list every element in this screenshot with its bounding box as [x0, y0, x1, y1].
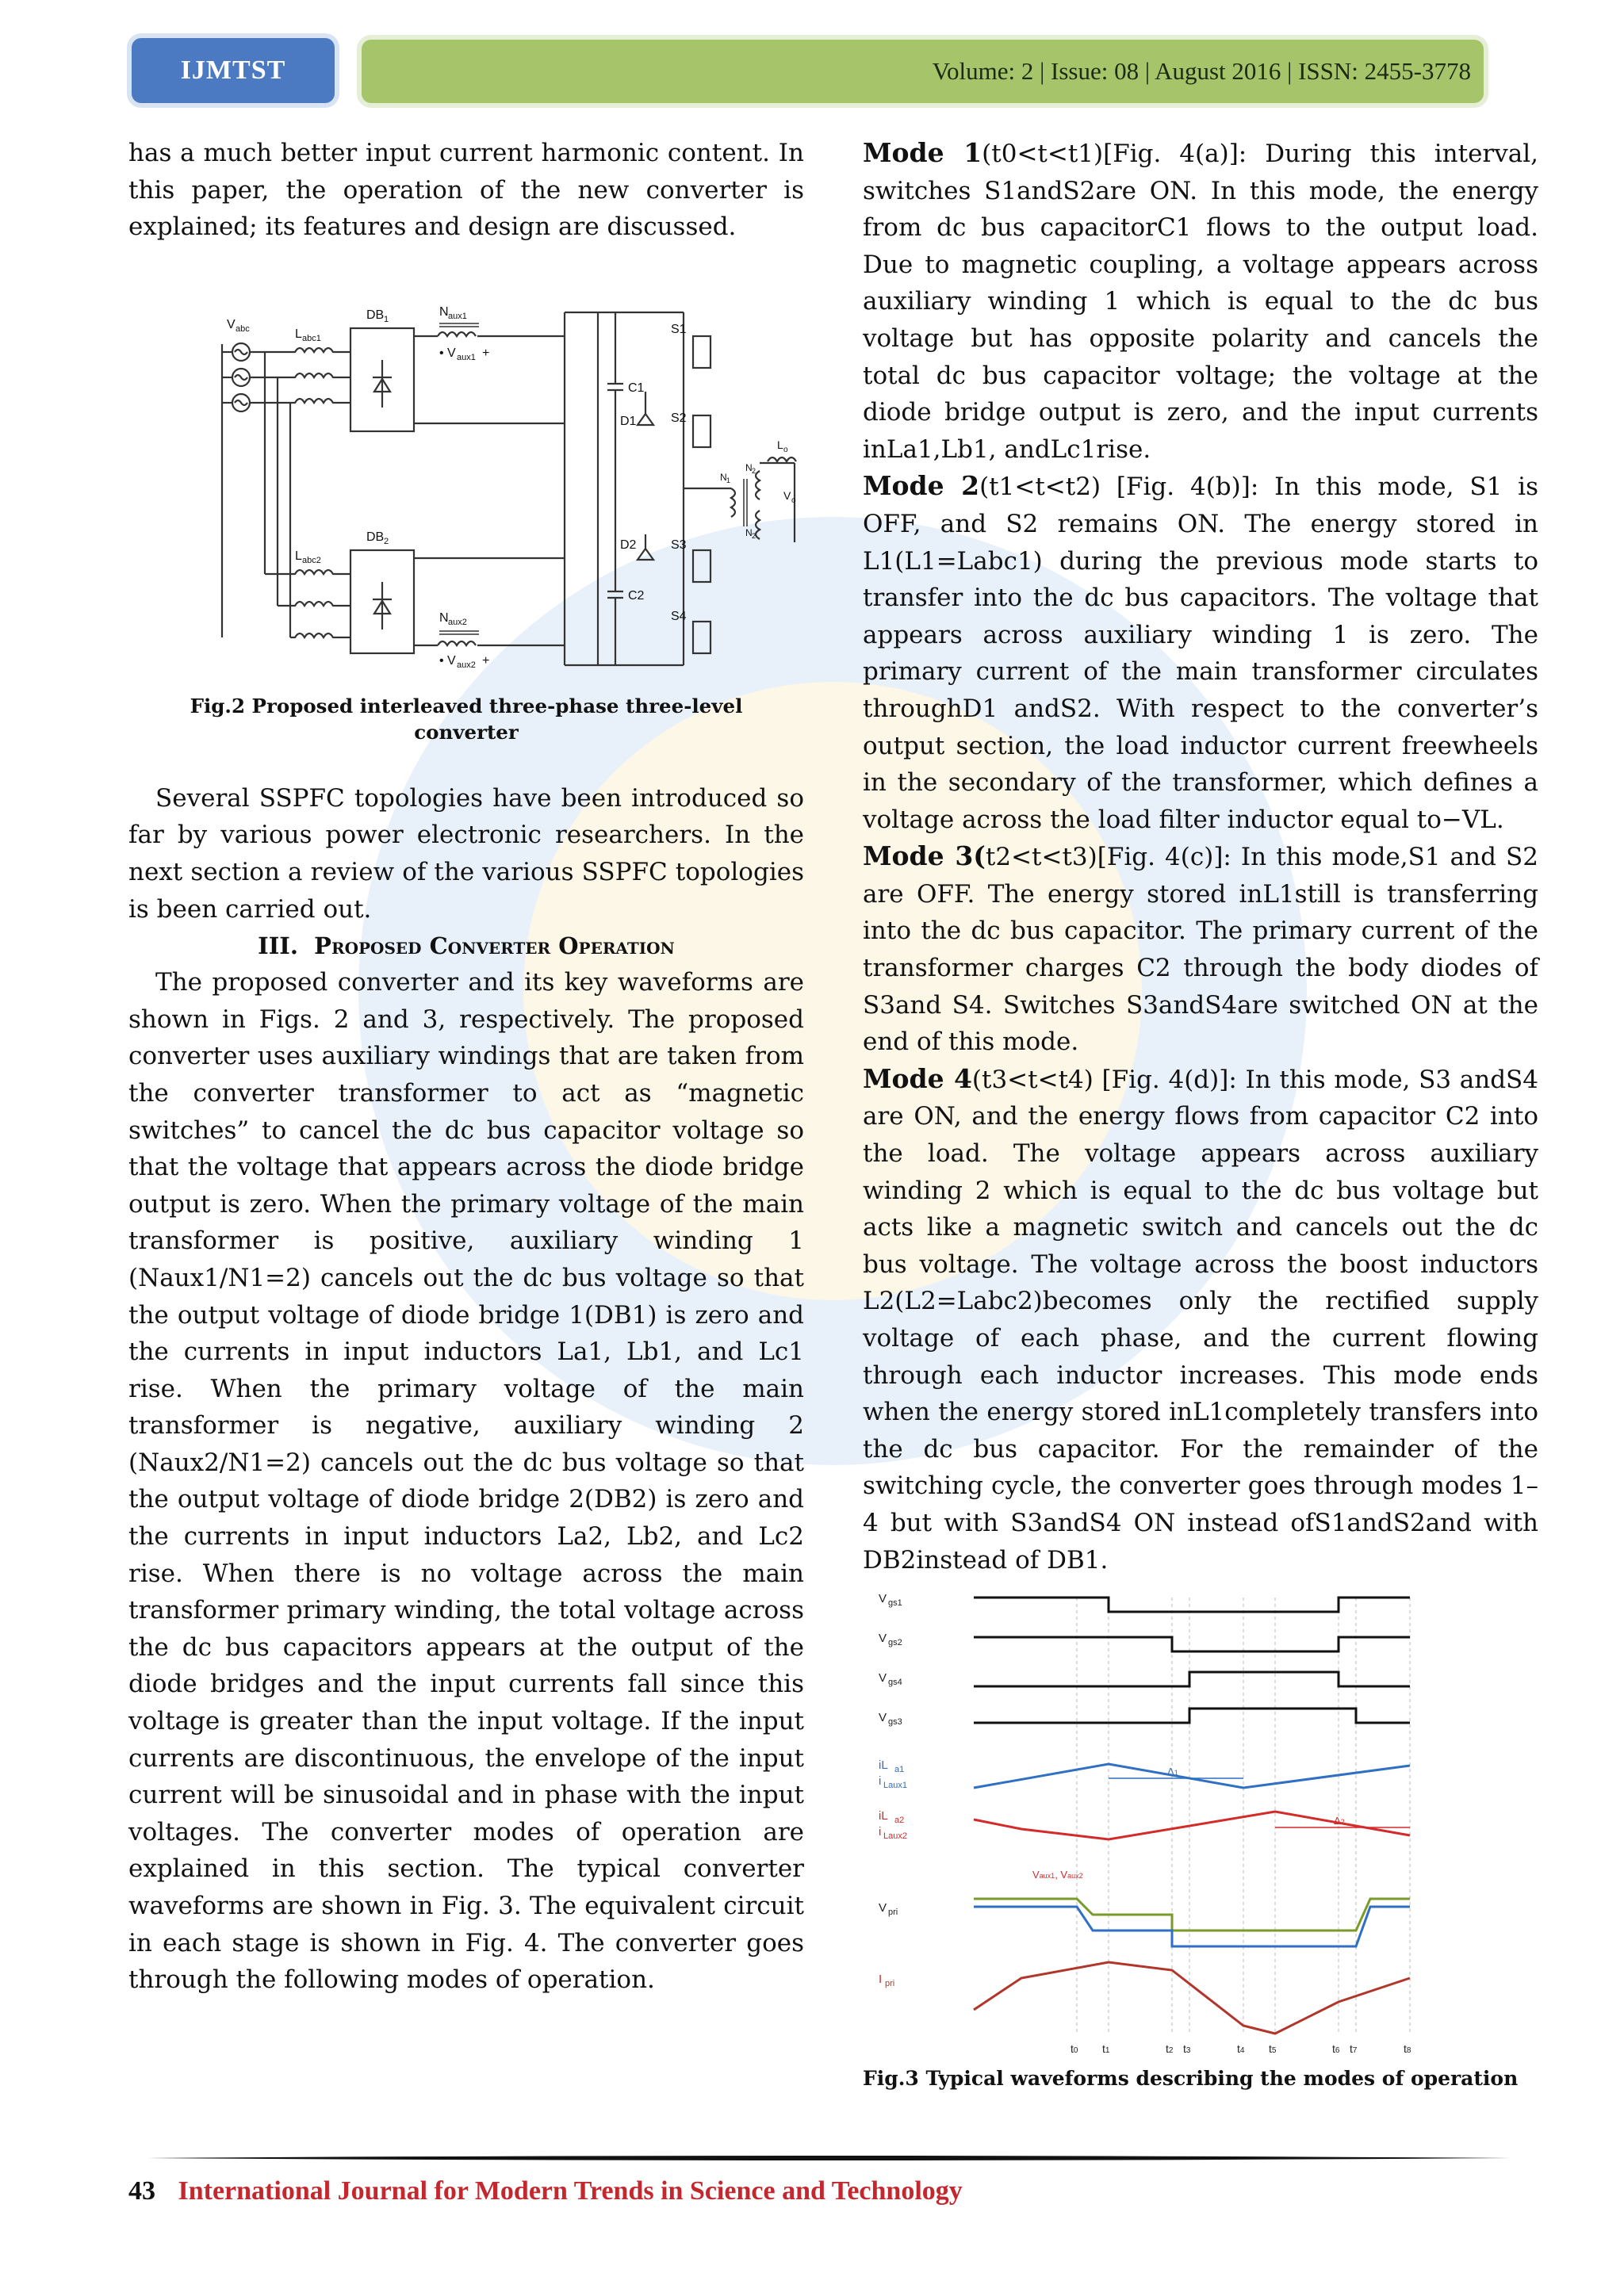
svg-text:S2: S2: [671, 411, 687, 425]
main-paragraph: The proposed converter and its key waveforms are shown in Figs. 2 and 3, respectively. The proposed converter uses auxiliary windings that are taken from the converter transformer to act as “magnetic switches” to cancel the dc bus capacitor voltage so that the voltage that appears across the diode bridge output is zero. When the primary voltage of the main transformer is positive, auxiliary winding 1 (Naux1/N1=2) cancels out the dc bus voltage so that the output voltage of diode bridge 1(DB1) is zero and the currents in input inductors La1, Lb1, and Lc1 rise. When the primary voltage of the main transformer is negative, auxiliary winding 2 (Naux2/N1=2) cancels out the dc bus voltage so that the output voltage of diode bridge 2(DB2) is zero and the currents in input inductors La2, Lb2, and Lc2 rise. When there is no voltage across the main transformer primary winding, the total voltage across the dc bus capacitors appears at the output of the diode bridges and the input currents fall since this voltage is greater than the input voltage. If the input currents are discontinuous, the envelope of the input current will be sinusoidal and in phase with the input voltages. The converter modes of operation are explained in this section. The typical converter waveforms are shown in Fig. 3. The equivalent circuit in each stage is shown in Fig. 4. The converter goes through the following modes of operation.: [128, 968, 804, 1995]
journal-name: International Journal for Modern Trends in Science and Technology: [178, 2176, 963, 2206]
svg-text:L: L: [295, 549, 302, 563]
svg-text:t6: t6: [1332, 2042, 1340, 2056]
svg-text:abc2: abc2: [302, 555, 321, 565]
mode-1-paragraph: Mode 1(t0<t<t1)[Fig. 4(a)]: During this interval, switches S1andS2are ON. In this mode, the energy from dc bus capacitorC1 flows to the output load. Due to magnetic coupling, a voltage appears across auxiliary winding 1 which is equal to the dc bus voltage but has opposite polarity and cancels the total dc bus capacitor voltage; the voltage at the diode bridge output is zero, and the input currents inLa1,Lb1, andLc1rise.: [863, 137, 1538, 464]
svg-text:+: +: [482, 653, 490, 668]
svg-text:N: N: [720, 471, 727, 483]
figure-2: [128, 281, 804, 745]
svg-text:aux1: aux1: [457, 352, 476, 362]
svg-text:Laux2: Laux2: [883, 1831, 907, 1842]
svg-text:t3: t3: [1183, 2042, 1191, 2056]
svg-text:V: V: [879, 1711, 887, 1725]
svg-text:t5: t5: [1269, 2042, 1277, 2056]
svg-text:abc: abc: [236, 323, 250, 334]
svg-text:a1: a1: [894, 1765, 905, 1775]
svg-text:abc1: abc1: [302, 333, 321, 343]
svg-text:C2: C2: [628, 588, 645, 603]
gate-signals: [974, 1598, 1410, 1723]
intro-paragraph: has a much better input current harmonic content. In this paper, the operation of the new converter is explained; its features and design are discussed.: [128, 139, 804, 242]
figure-3: [863, 1582, 1538, 2091]
svg-text:V: V: [879, 1632, 887, 1646]
svg-text:gs1: gs1: [888, 1598, 902, 1609]
svg-text:I: I: [879, 1973, 883, 1987]
svg-text:t1: t1: [1102, 2042, 1110, 2056]
figure-3-caption: Fig.3 Typical waveforms describing the modes of operation: [863, 2067, 1519, 2091]
svg-text:1: 1: [384, 314, 389, 324]
svg-text:i: i: [879, 1774, 882, 1789]
figure-2-caption: Fig.2 Proposed interleaved three-phase three-level converter: [190, 694, 743, 744]
svg-text:DB: DB: [366, 308, 385, 322]
svg-text:pri: pri: [885, 1979, 895, 1989]
svg-text:t2: t2: [1166, 2042, 1174, 2056]
svg-text:t0: t0: [1071, 2042, 1078, 2056]
svg-text:2: 2: [752, 531, 756, 540]
svg-text:2: 2: [752, 466, 756, 475]
svg-text:N: N: [439, 304, 449, 319]
svg-text:gs4: gs4: [888, 1678, 902, 1688]
page-number: 43: [128, 2176, 155, 2206]
issue-banner: [362, 40, 1484, 103]
svg-text:N: N: [745, 461, 753, 473]
svg-text:2: 2: [384, 536, 389, 546]
sspfc-paragraph: Several SSPFC topologies have been introduced so far by various power electronic researchers. In the next section a review of the various SSPFC topologies is been carried out.: [128, 783, 804, 924]
left-column: [128, 135, 804, 1999]
right-column: [863, 135, 1538, 2091]
footer-rule: [147, 2155, 1518, 2161]
svg-text:C1: C1: [628, 381, 645, 395]
waveform-diagram: [863, 1582, 1538, 2057]
svg-text:aux1: aux1: [448, 311, 467, 321]
vpri-blue-waveform: [974, 1907, 1410, 1946]
svg-text:Laux1: Laux1: [883, 1781, 907, 1791]
svg-text:Δ1: Δ1: [1167, 1766, 1178, 1778]
svg-text:V: V: [879, 1901, 887, 1915]
svg-text:o: o: [791, 496, 796, 505]
svg-text:pri: pri: [888, 1908, 898, 1918]
svg-text:D1: D1: [620, 414, 637, 428]
il-a1-waveform: [974, 1764, 1410, 1788]
svg-text:N: N: [745, 526, 753, 538]
svg-text:D2: D2: [620, 538, 637, 552]
svg-text:V: V: [879, 1592, 887, 1606]
svg-text:L: L: [295, 327, 302, 341]
svg-text:V: V: [227, 317, 236, 331]
svg-text:L: L: [777, 438, 783, 451]
svg-text:a2: a2: [894, 1816, 905, 1826]
svg-text:aux2: aux2: [457, 660, 476, 670]
time-ticks: [1071, 2042, 1411, 2055]
mode-3-paragraph: Mode 3(t2<t<t3)[Fig. 4(c)]: In this mode,S1 and S2 are OFF. The energy stored inL1still is transferring into the dc bus capacitor. The primary current of the transformer charges C2 through the body diodes of S3and S4. Switches S3andS4are switched ON at the end of this mode.: [863, 840, 1538, 1057]
svg-text:iL: iL: [879, 1809, 888, 1823]
svg-text:gs2: gs2: [888, 1638, 902, 1648]
svg-text:t7: t7: [1350, 2042, 1358, 2056]
svg-text:V: V: [783, 488, 791, 502]
circuit-diagram: [128, 281, 804, 693]
svg-text:S1: S1: [671, 322, 687, 336]
vpri-green-waveform: [974, 1899, 1410, 1931]
svg-text:1: 1: [726, 476, 731, 484]
svg-text:S3: S3: [671, 538, 687, 552]
svg-text:gs3: gs3: [888, 1717, 902, 1728]
journal-abbrev: IJMTST: [180, 55, 286, 85]
svg-text:S4: S4: [671, 609, 687, 623]
svg-text:• V: • V: [439, 653, 456, 668]
svg-text:Δ2: Δ2: [1334, 1815, 1345, 1827]
svg-text:iL: iL: [879, 1758, 888, 1773]
mode-4-paragraph: Mode 4(t3<t<t4) [Fig. 4(d)]: In this mode, S3 andS4 are ON, and the energy flows from capacitor C2 into the load. The voltage appears across auxiliary winding 2 which is equal to the dc bus voltage but acts like a magnetic switch and cancels out the dc bus voltage. The voltage across the boost inductors L2(L2=Labc2)becomes only the rectified supply voltage of each phase, and the current flowing through each inductor increases. This mode ends when the energy stored inL1completely transfers into the dc bus capacitor. For the remainder of the switching cycle, the converter goes through modes 1–4 but with S3andS4 ON instead ofS1andS2and with DB2instead of DB1.: [863, 1062, 1539, 1575]
mode-2-paragraph: Mode 2(t1<t<t2) [Fig. 4(b)]: In this mode, S1 is OFF, and S2 remains ON. The energy stored in L1(L1=Labc1) during the previous mode starts to transfer into the dc bus capacitors. The voltage that appears across auxiliary winding 1 is zero. The primary current of the main transformer circulates throughD1 andS2. With respect to the converter’s output section, the load inductor current freewheels in the secondary of the transformer, which defines a voltage across the load filter inductor equal to−VL.: [863, 470, 1538, 834]
svg-text:• V: • V: [439, 346, 456, 360]
svg-text:t4: t4: [1237, 2042, 1245, 2056]
svg-text:o: o: [783, 445, 788, 454]
svg-text:Vaux1, Vaux2: Vaux1, Vaux2: [1032, 1869, 1083, 1881]
page-footer: [128, 2176, 963, 2206]
svg-text:N: N: [439, 610, 449, 625]
ipri-waveform: [974, 1962, 1410, 2034]
svg-text:+: +: [482, 346, 490, 360]
journal-badge: [132, 38, 335, 103]
svg-text:V: V: [879, 1671, 887, 1686]
svg-text:aux2: aux2: [448, 617, 467, 627]
svg-text:DB: DB: [366, 530, 385, 544]
section-heading: III. Proposed Converter Operation: [258, 932, 675, 960]
issue-info: Volume: 2 | Issue: 08 | August 2016 | ISSN: 2455-3778: [932, 57, 1471, 85]
svg-text:t8: t8: [1404, 2042, 1411, 2056]
svg-text:i: i: [879, 1825, 882, 1839]
